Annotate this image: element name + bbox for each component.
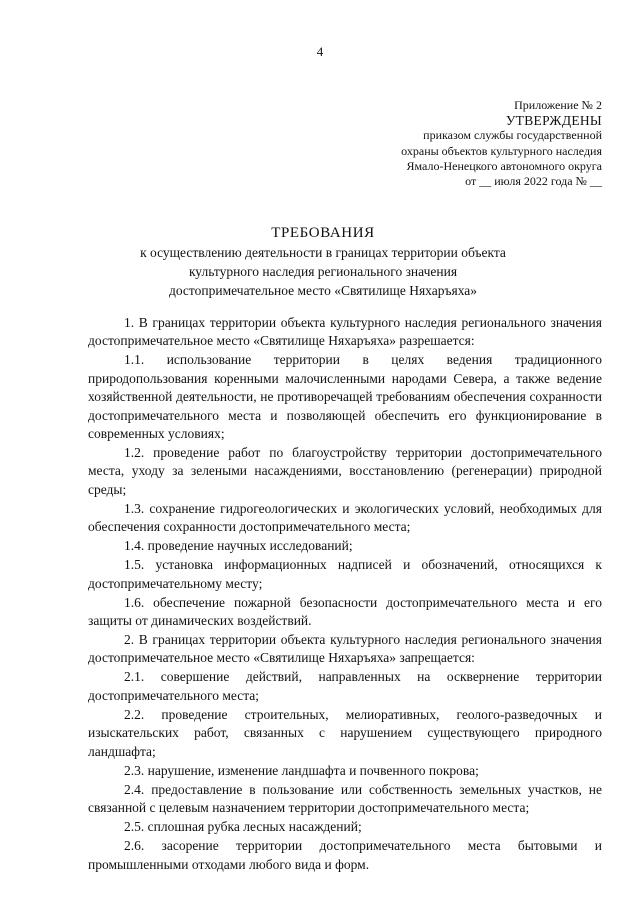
approved-label: УТВЕРЖДЕНЫ [505,113,602,129]
page-number: 4 [316,44,324,59]
approval-line: охраны объектов культурного наследия [401,143,602,158]
appendix-label: Приложение № 2 [514,98,602,112]
clause-2: 2. В границах территории объекта культурного наследия регионального значения достопримечательное место «Святилище Няхаръяха» запрещается: [88,632,602,666]
approval-date-line: от __ июля 2022 года № __ [465,174,602,189]
title-line: к осуществлению деятельности в границах территории объекта [140,245,506,260]
clause-2-6: 2.6. засорение территории достопримечательного места бытовыми и промышленными отходами любого вида и форм. [88,838,602,872]
title-line: культурного наследия регионального значения [188,264,458,279]
title-heading: ТРЕБОВАНИЯ [271,225,375,241]
clause-1-4: 1.4. проведение научных исследований; [124,538,353,554]
clause-2-3: 2.3. нарушение, изменение ландшафта и почвенного покрова; [124,762,479,778]
clause-1-5: 1.5. установка информационных надписей и обозначений, относящихся к достопримечательному месту; [88,557,602,591]
clause-2-1: 2.1. совершение действий, направленных на осквернение территории достопримечательного места; [88,669,602,703]
clause-2-2: 2.2. проведение строительных, мелиоративных, геолого-разведочных и изыскательских работ, связанных с нарушением существующего природного ландшафта; [88,706,602,759]
clause-1-2: 1.2. проведение работ по благоустройству территории достопримечательного места, уходу за зелеными насаждениями, восстановлению (регенерации) природной среды; [88,445,602,497]
clause-1-1: 1.1. использование территории в целях ведения традиционного природопользования коренными малочисленными народами Севера, а также ведение хозяйственной деятельности, не противоречащей требованиям обеспечения сохранности достопримечательного места и позволяющей обеспечить его функционирование в современных условиях; [88,352,602,442]
approval-block [401,98,602,189]
clause-1-3: 1.3. сохранение гидрогеологических и экологических условий, необходимых для обеспечения сохранности достопримечательного места; [88,500,602,535]
clause-1-6: 1.6. обеспечение пожарной безопасности достопримечательного места и его защиты от динамических воздействий. [88,594,602,629]
approval-line: приказом службы государственной [423,128,602,143]
document-title [40,224,606,300]
clause-1: 1. В границах территории объекта культурного наследия регионального значения достопримечательное место «Святилище Няхаръяха» разрешается: [88,315,602,349]
approval-line: Ямало-Ненецкого автономного округа [406,158,602,173]
clause-2-5: 2.5. сплошная рубка лесных насаждений; [124,819,362,835]
title-line: достопримечательное место «Святилище Няхаръяха» [168,283,478,298]
requirements-body [88,314,602,875]
clause-2-4: 2.4. предоставление в пользование или собственность земельных участков, не связанной с целевым назначением территории достопримечательного места; [88,781,602,816]
